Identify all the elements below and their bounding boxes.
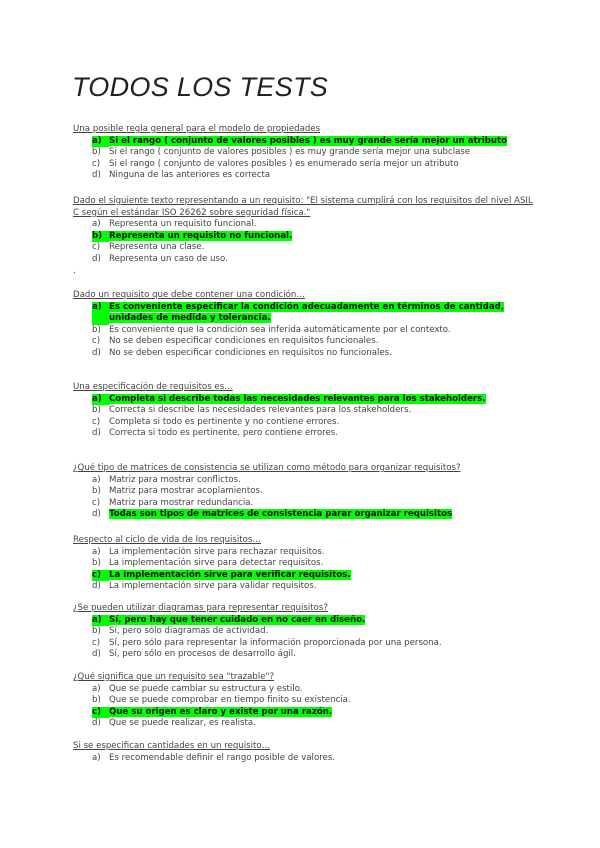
option-letter: b) [92, 231, 109, 243]
option-letter: c) [92, 416, 101, 427]
answer-option [92, 475, 533, 487]
option-letter: d) [92, 509, 101, 520]
answer-option-correct [92, 615, 533, 627]
option-text: Completa si describe todas las necesidades relevantes para los stakeholders. [109, 393, 486, 404]
question-text: Una especificación de requisitos es… [73, 382, 233, 392]
answer-option-correct [92, 231, 533, 243]
question-text: ¿Qué tipo de matrices de consistencia se utilizan como método para organizar requisitos? [73, 463, 461, 473]
option-letter: b) [92, 695, 101, 706]
answer-option [92, 718, 533, 730]
option-letter: a) [92, 136, 109, 148]
answer-option [92, 649, 533, 661]
option-letter: c) [92, 497, 101, 508]
answer-option-correct [92, 509, 533, 521]
answer-option-correct [92, 136, 533, 148]
answer-option-correct [92, 302, 533, 325]
option-letter: a) [92, 615, 109, 627]
option-text: Matriz para mostrar acoplamientos. [109, 486, 263, 497]
option-letter: b) [92, 626, 101, 637]
option-letter: a) [92, 474, 101, 485]
option-letter: d) [92, 170, 101, 181]
option-text: La implementación sirve para validar requisitos. [109, 581, 317, 592]
option-text: No se deben especificar condiciones en requisitos funcionales. [109, 336, 379, 347]
question-block [73, 463, 533, 521]
answer-option [92, 498, 533, 510]
answer-option-correct [92, 570, 533, 582]
answer-option [92, 486, 533, 498]
option-letter: c) [92, 158, 101, 169]
option-text: Representa un caso de uso. [109, 253, 228, 264]
option-letter: d) [92, 718, 101, 729]
answer-option [92, 170, 533, 182]
option-text: Que su origen es claro y existe por una razón. [109, 706, 333, 717]
answer-option [92, 581, 533, 593]
option-text: La implementación sirve para rechazar requisitos. [109, 546, 325, 557]
answer-option [92, 428, 533, 440]
option-text: Representa un requisito funcional. [109, 219, 257, 230]
option-letter: b) [92, 324, 101, 335]
question-block [73, 196, 533, 266]
answer-option [92, 348, 533, 360]
answer-option [92, 695, 533, 707]
question-text: Una posible regla general para el modelo de propiedades [73, 124, 321, 134]
option-letter: b) [92, 405, 101, 416]
option-letter: a) [92, 683, 101, 694]
question-text: Si se especifican cantidades en un requisito… [73, 741, 271, 751]
answer-option [92, 626, 533, 638]
answer-option [92, 684, 533, 696]
option-letter: a) [92, 219, 101, 230]
option-letter: d) [92, 649, 101, 660]
option-text: La implementación sirve para detectar requisitos. [109, 558, 324, 569]
option-text: Si el rango ( conjunto de valores posibles ) es muy grande sería mejor un atributo [109, 135, 508, 146]
question-block [73, 603, 533, 661]
question-block [73, 382, 533, 440]
answer-option [92, 242, 533, 254]
option-letter: c) [92, 242, 101, 253]
option-text: Que se puede realizar, es realista. [109, 718, 256, 729]
answer-option [92, 219, 533, 231]
question-block [73, 124, 533, 182]
stray-mark: . [73, 266, 76, 276]
answer-option [92, 159, 533, 171]
option-text: Completa si todo es pertinente y no contiene errores. [109, 416, 340, 427]
option-text: Matriz para mostrar redundancia. [109, 497, 254, 508]
option-letter: b) [92, 558, 101, 569]
question-block [73, 672, 533, 730]
option-letter: d) [92, 581, 101, 592]
option-text: Correcta si todo es pertinente, pero contiene errores. [109, 428, 338, 439]
option-text: Si el rango ( conjunto de valores posibles ) es enumerado sería mejor un atributo [109, 158, 459, 169]
answer-option [92, 753, 533, 765]
option-text: Sí, pero sólo en procesos de desarrollo ágil. [109, 649, 296, 660]
question-text: ¿Qué significa que un requisito sea "trazable"? [73, 672, 275, 682]
option-letter: d) [92, 428, 101, 439]
answer-option [92, 547, 533, 559]
option-text: Es conveniente especificar la condición adecuadamente en términos de cantidad, unidades de medida y tolerancia. [109, 301, 505, 324]
option-letter: a) [92, 546, 101, 557]
option-text: Correcta si describe las necesidades relevantes para los stakeholders. [109, 405, 412, 416]
option-text: Todas son tipos de matrices de consistencia parar organizar requisitos [109, 509, 453, 520]
question-text: Dado el siguiente texto representando a un requisito: "El sistema cumplirá con los requisitos del nivel ASIL C según el estándar ISO 26262 sobre seguridad física." [73, 196, 533, 218]
option-text: La implementación sirve para verificar requisitos. [109, 569, 351, 580]
answer-option [92, 638, 533, 650]
option-text: Sí, pero hay que tener cuidado en no caer en diseño. [109, 614, 366, 625]
answer-option [92, 325, 533, 337]
answer-option [92, 336, 533, 348]
answer-option [92, 147, 533, 159]
answer-option-correct [92, 394, 533, 406]
option-letter: c) [92, 707, 109, 719]
option-letter: a) [92, 394, 109, 406]
answer-option [92, 417, 533, 429]
option-letter: a) [92, 302, 109, 325]
option-text: Es conveniente que la condición sea inferida automáticamente por el contexto. [109, 324, 451, 335]
question-block [73, 290, 533, 360]
option-letter: b) [92, 486, 101, 497]
question-text: ¿Se pueden utilizar diagramas para representar requisitos? [73, 603, 328, 613]
answer-option [92, 558, 533, 570]
option-letter: c) [92, 637, 101, 648]
option-text: Es recomendable definir el rango posible de valores. [109, 752, 336, 763]
option-text: No se deben especificar condiciones en requisitos no funcionales. [109, 347, 392, 358]
option-text: Ninguna de las anteriores es correcta [109, 170, 271, 181]
option-text: Que se puede cambiar su estructura y estilo. [109, 683, 303, 694]
question-block [73, 535, 533, 593]
option-text: Que se puede comprobar en tiempo finito su existencia. [109, 695, 351, 706]
option-text: Si el rango ( conjunto de valores posibles ) es muy grande sería mejor una subclase [109, 147, 471, 158]
option-text: Matriz para mostrar conflictos. [109, 474, 241, 485]
option-text: Representa una clase. [109, 242, 205, 253]
option-letter: c) [92, 336, 101, 347]
option-letter: c) [92, 570, 109, 582]
answer-option-correct [92, 707, 533, 719]
option-letter: d) [92, 253, 101, 264]
option-letter: d) [92, 347, 101, 358]
option-text: Sí, pero sólo para representar la información proporcionada por una persona. [109, 637, 442, 648]
option-letter: a) [92, 752, 101, 763]
page-title: TODOS LOS TESTS [72, 72, 329, 102]
option-text: Sí, pero sólo diagramas de actividad. [109, 626, 269, 637]
option-letter: b) [92, 147, 101, 158]
question-text: Dado un requisito que debe contener una condición… [73, 290, 305, 300]
question-text: Respecto al ciclo de vida de los requisitos… [73, 535, 261, 545]
option-text: Representa un requisito no funcional. [109, 230, 293, 241]
answer-option [92, 405, 533, 417]
question-block [73, 741, 533, 764]
answer-option [92, 254, 533, 266]
